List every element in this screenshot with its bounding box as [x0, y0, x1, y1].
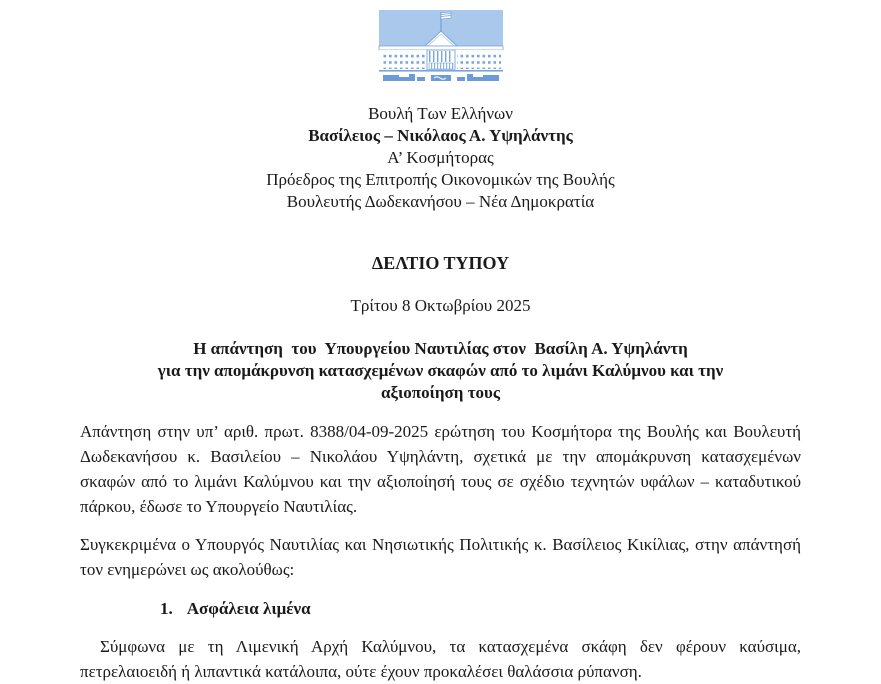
- section-1-paragraph: Σύμφωνα με τη Λιμενική Αρχή Καλύμνου, τα κατασχεμένα σκάφη δεν φέρουν καύσιμα, πετρελαιοειδή ή λιπαντικά κατάλοιπα, ούτε έχουν προκαλέσει θαλάσσια ρύπανση.: [80, 637, 801, 681]
- body-paragraph-2: Συγκεκριμένα ο Υπουργός Ναυτιλίας και Νησιωτικής Πολιτικής κ. Βασίλειος Κικίλιας, στην απάντησή τον ενημερώνει ως ακολούθως:: [80, 535, 801, 579]
- section-1-heading: [160, 599, 801, 619]
- mp-role-committee: Πρόεδρος της Επιτροπής Οικονομικών της Βουλής: [266, 170, 615, 189]
- title-line-1: Η απάντηση του Υπουργείου Ναυτιλίας στον Βασίλη Α. Υψηλάντη: [193, 339, 688, 358]
- letterhead: [80, 103, 801, 213]
- section-1-number: 1.: [160, 599, 173, 618]
- mp-name: Βασίλειος – Νικόλαος Α. Υψηλάντης: [308, 126, 573, 145]
- section-1-title: Ασφάλεια λιμένα: [186, 599, 311, 618]
- press-release-kicker: ΔΕΛΤΙΟ ΤΥΠΟΥ: [371, 253, 510, 273]
- press-release-date: Τρίτου 8 Οκτωβρίου 2025: [350, 296, 531, 315]
- body-paragraph-1: Απάντηση στην υπ’ αριθ. πρωτ. 8388/04-09-2025 ερώτηση του Κοσμήτορα της Βουλής και Βουλευτή Δωδεκανήσου κ. Βασιλείου – Νικολάου Υψηλάντη, σχετικά με την απομάκρυνση κατασχεμένων σκαφών από το λιμάνι Καλύμνου και την αξιοποίησή τους σε σχέδιο τεχνητών υφάλων – καταδυτικού πάρκου, έδωσε το Υπουργείο Ναυτιλίας.: [80, 422, 801, 516]
- parliament-logo: [80, 8, 801, 87]
- mp-role-constituency: Βουλευτής Δωδεκανήσου – Νέα Δημοκρατία: [286, 192, 595, 211]
- institution-name: Βουλή Των Ελλήνων: [368, 104, 513, 123]
- mp-role-quaestor: Α’ Κοσμήτορας: [387, 148, 494, 167]
- title-line-2: για την απομάκρυνση κατασχεμένων σκαφών από το λιμάνι Καλύμνου και την: [157, 361, 724, 380]
- title-line-3: αξιοποίηση τους: [380, 383, 501, 402]
- press-release-title: [80, 338, 801, 404]
- parliament-building-icon: [377, 8, 505, 82]
